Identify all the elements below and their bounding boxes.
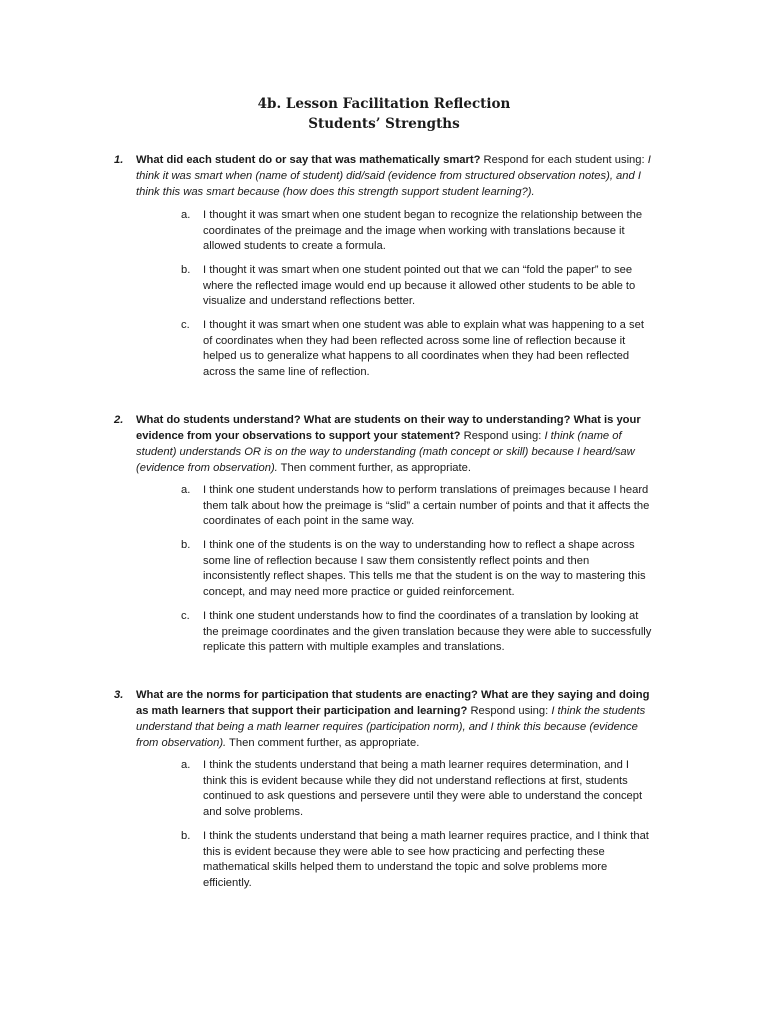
question-prompt [136, 412, 662, 476]
answer-item [181, 538, 655, 600]
answer-letter: b. [181, 539, 191, 551]
answer-letter: b. [181, 264, 191, 276]
question-tail-text: Then comment further, as appropriate. [226, 737, 420, 749]
question-tail-text: Then comment further, as appropriate. [277, 462, 471, 474]
question-number: 1. [114, 154, 124, 166]
question-plain-text: Respond for each student using: [480, 154, 648, 166]
question-3 [114, 687, 662, 751]
document-title [0, 94, 768, 134]
answer-letter: c. [181, 319, 190, 331]
answer-item [181, 609, 655, 656]
answer-letter: a. [181, 209, 191, 221]
question-plain-text: Respond using: [460, 430, 545, 442]
answer-text: I thought it was smart when one student pointed out that we can “fold the paper” to see where the reflected image would end up because it allowed other students to be able to visualize and understand reflections better. [203, 264, 636, 308]
title-line-2: Students’ Strengths [308, 116, 460, 132]
question-bold-text: What do students understand? What are students on their way to understanding? What is your evidence from your observations to support your statement? [136, 414, 641, 442]
answer-text: I think one student understands how to perform translations of preimages because I heard them talk about how the preimage is “slid” a certain number of points and that it affects the coordinates of each point in the same way. [203, 484, 650, 528]
question-1 [114, 152, 662, 200]
question-italic-text: I think it was smart when (name of student) did/said (evidence from structured observation notes), and I think this was smart because (how does this strength support student learning?). [136, 154, 651, 198]
answer-text: I think the students understand that being a math learner requires determination, and I think this is evident because while they did not understand reflections at first, students continued to ask questions and persevere until they were able to understand the concept and solve problems. [203, 759, 643, 818]
answer-text: I thought it was smart when one student was able to explain what was happening to a set of coordinates when they had been reflected across some line of reflection because it helped us to generalize what happens to all coordinates when they had been reflected across the same line of reflection. [203, 319, 644, 378]
answer-text: I think the students understand that being a math learner requires practice, and I think that this is evident because they were able to see how practicing and perfecting these mathematical skills helped them to understand the topic and solve problems more efficiently. [203, 830, 649, 889]
answer-item [181, 829, 655, 891]
answer-item [181, 263, 655, 310]
answer-text: I thought it was smart when one student began to recognize the relationship between the coordinates of the preimage and the image when working with translations because it allowed students to create a formula. [203, 209, 643, 253]
answer-letter: a. [181, 759, 191, 771]
answer-letter: c. [181, 610, 190, 622]
question-plain-text: Respond using: [467, 705, 552, 717]
question-prompt [136, 152, 662, 200]
answer-item [181, 758, 655, 820]
question-bold-text: What are the norms for participation that students are enacting? What are they saying and doing as math learners that support their participation and learning? [136, 689, 650, 717]
answer-letter: a. [181, 484, 191, 496]
question-number: 2. [114, 414, 124, 426]
answer-text: I think one student understands how to find the coordinates of a translation by looking at the preimage coordinates and the given translation because they were able to successfully replicate this pattern with multiple examples and translations. [203, 610, 652, 654]
answer-letter: b. [181, 830, 191, 842]
question-bold-text: What did each student do or say that was mathematically smart? [136, 154, 481, 166]
question-italic-text: I think the students understand that being a math learner requires (participation norm), and I think this because (evidence from observation). [136, 705, 646, 749]
title-line-1: 4b. Lesson Facilitation Reflection [257, 96, 511, 112]
answer-item [181, 208, 655, 255]
answer-item [181, 318, 655, 380]
question-2 [114, 412, 662, 476]
question-italic-text: I think (name of student) understands OR is on the way to understanding (math concept or skill) because I heard/saw (evidence from observation). [136, 430, 635, 474]
question-number: 3. [114, 689, 124, 701]
question-prompt [136, 687, 662, 751]
answer-item [181, 483, 655, 530]
answer-text: I think one of the students is on the way to understanding how to reflect a shape across some line of reflection because I saw them consistently reflect points and then inconsistently reflect shapes. This tells me that the student is on the way to mastering this concept, and may need more practice or guided reinforcement. [203, 539, 646, 598]
